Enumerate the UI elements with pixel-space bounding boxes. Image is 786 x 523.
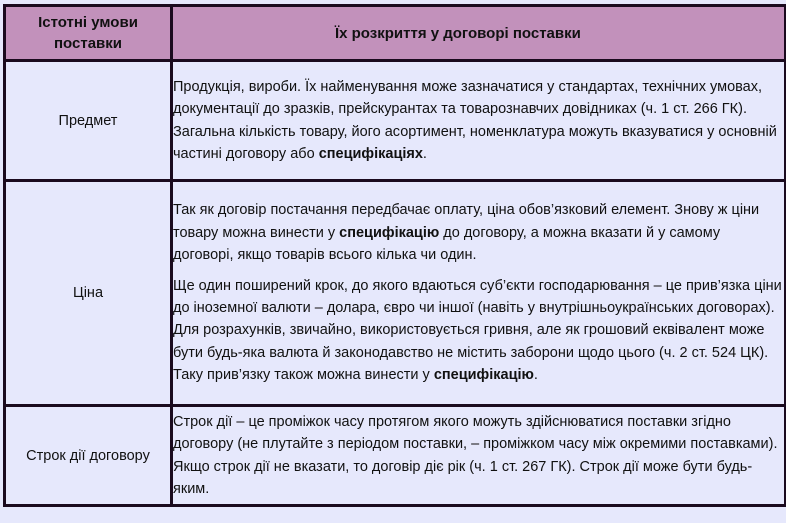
term-cell: Предмет xyxy=(5,61,172,181)
header-essential-terms: Істотні умови поставки xyxy=(5,6,172,61)
table-row-subject xyxy=(5,61,786,181)
text-span: Строк дії – це проміжок часу протягом якого можуть здійснюватися поставки згідно договору (не плутайте з періодом поставки, – проміжком часу між окремими поставками). Якщо строк дії не вказати, то договір діє рік (ч. 1 ст. 267 ГК). Строк дії може бути будь-яким. xyxy=(173,413,778,497)
bold-term: специфікаціях xyxy=(318,145,423,162)
bold-term: специфікацію xyxy=(339,224,440,241)
header-row xyxy=(5,6,786,61)
text-span: . xyxy=(422,145,427,162)
description-cell xyxy=(172,406,786,506)
description-cell xyxy=(172,61,786,181)
term-cell: Строк дії договору xyxy=(5,406,172,506)
text-span: Продукція, вироби. Їх найменування може зазначатися у стандартах, технічних умовах, документації до зразків, прейскурантах та товарознавчих довідниках (ч. 1 ст. 266 ГК). Загальна кількість товару, його асортимент, номенклатура можуть вказуватися у основній частині договору або xyxy=(173,78,777,162)
description-paragraph xyxy=(173,275,784,387)
description-paragraph xyxy=(173,199,784,266)
description-cell xyxy=(172,181,786,406)
header-disclosure: Їх розкриття у договорі поставки xyxy=(172,6,786,61)
description-paragraph xyxy=(173,411,784,501)
text-span: Так як договір постачання передбачає оплату, ціна обов’язковий елемент. Знову ж ціни товару можна винести у xyxy=(173,202,760,241)
supply-terms-table xyxy=(3,4,786,507)
text-span: до договору, а можна вказати й у самому договорі, якщо товарів всього кілька чи один. xyxy=(173,224,721,264)
bold-term: специфікацію xyxy=(433,367,534,384)
table-row-price xyxy=(5,181,786,406)
text-span: Ще один поширений крок, до якого вдаються суб’єкти господарювання – це прив’язка ціни до іноземної валюти – долара, євро чи іншої (навіть у внутрішньоукраїнських договорах). Для розрахунків, звичайно, використовується гривня, але як грошовий еквівалент може бути будь-яка валюта й законодавство не містить заборони щодо цього (ч. 2 ст. 524 ЦК). Таку прив’язку також можна винести у xyxy=(173,277,782,384)
table-row-term-of-validity xyxy=(5,406,786,506)
description-paragraph xyxy=(173,76,784,166)
term-cell: Ціна xyxy=(5,181,172,406)
text-span: . xyxy=(533,367,538,384)
